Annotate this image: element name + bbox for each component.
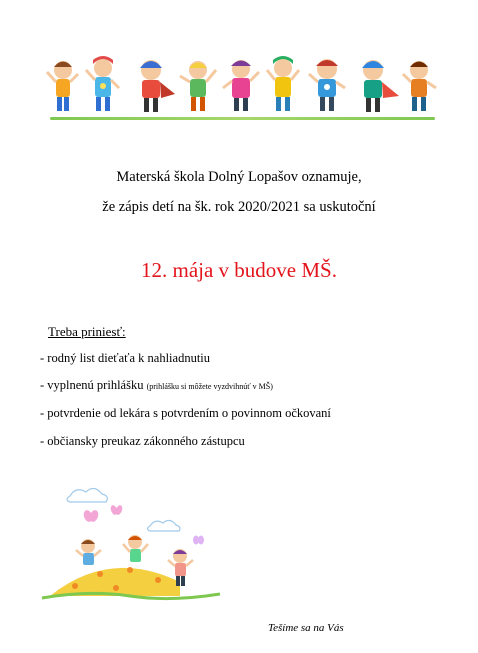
enrollment-date: 12. mája v budove MŠ. bbox=[141, 258, 337, 282]
requirement-item: - vyplnenú prihlášku (prihlášku si môžete vyzdvihnúť v MŠ) bbox=[40, 378, 273, 392]
requirement-item: - potvrdenie od lekára s potvrdením o povinnom očkovaní bbox=[40, 406, 331, 420]
requirements-title: Treba priniesť: bbox=[48, 324, 126, 339]
requirement-note: (prihlášku si môžete vyzdvihnúť v MŠ) bbox=[146, 382, 273, 391]
announcement-line-2: že zápis detí na šk. rok 2020/2021 sa uskutoční bbox=[102, 199, 376, 215]
children-on-hill-illustration bbox=[30, 478, 230, 613]
children-banner-illustration bbox=[45, 52, 440, 122]
requirement-item: - občiansky preukaz zákonného zástupcu bbox=[40, 434, 245, 448]
banner-grass-line bbox=[50, 117, 435, 120]
requirement-item: - rodný list dieťaťa k nahliadnutiu bbox=[40, 351, 211, 365]
closing-signature: Tešíme sa na Vás bbox=[268, 622, 344, 634]
announcement-line-1: Materská škola Dolný Lopašov oznamuje, bbox=[116, 169, 362, 185]
